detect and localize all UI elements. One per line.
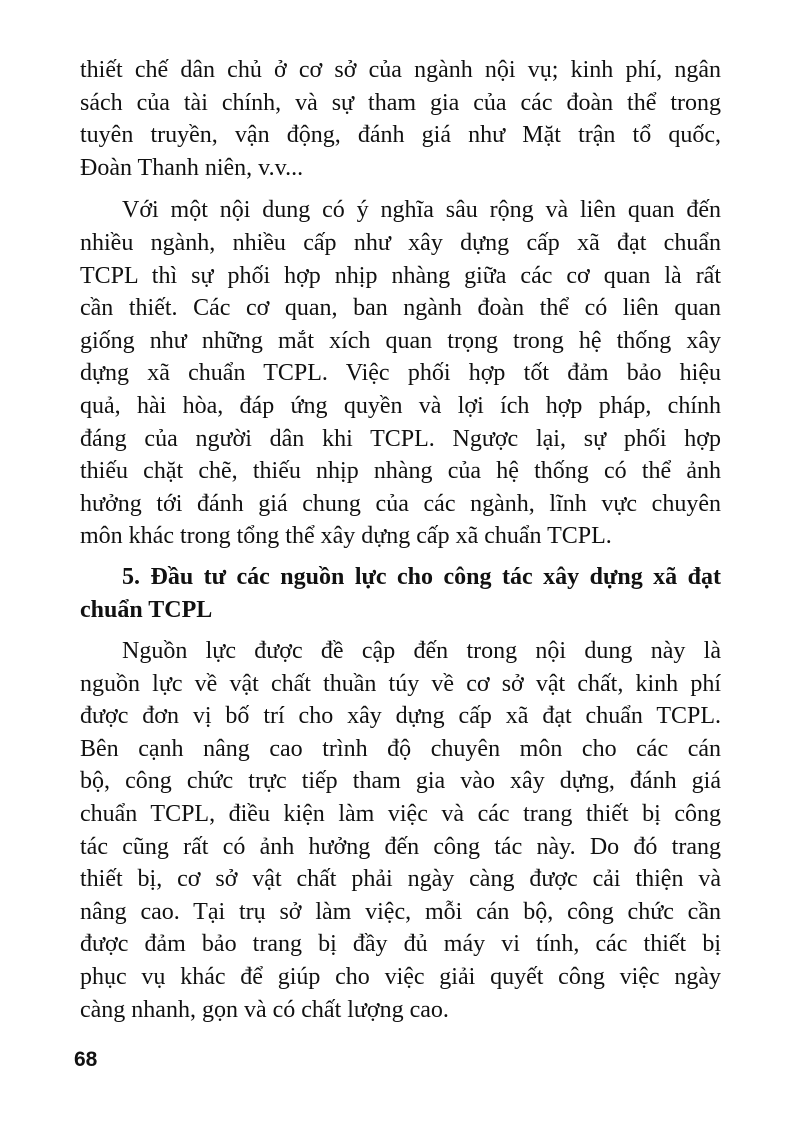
text-line: được đơn vị bố trí cho xây dựng cấp xã đạt chuẩn TCPL. [80, 703, 721, 730]
text-line: thiết chế dân chủ ở cơ sở của ngành nội vụ; kinh phí, ngân [80, 57, 721, 83]
text-line: nâng cao. Tại trụ sở làm việc, mỗi cán bộ, công chức cần [80, 898, 721, 925]
page-body [80, 54, 721, 1026]
text-line: Bên cạnh nâng cao trình độ chuyên môn cho các cán [80, 735, 721, 762]
text-line: hưởng tới đánh giá chung của các ngành, lĩnh vực chuyên [80, 490, 721, 517]
text-line: càng nhanh, gọn và có chất lượng cao. [80, 996, 449, 1023]
text-line: nguồn lực về vật chất thuần túy về cơ sở vật chất, kinh phí [80, 670, 721, 697]
text-line: Với một nội dung có ý nghĩa sâu rộng và liên quan đến [122, 197, 721, 224]
text-line: đáng của người dân khi TCPL. Ngược lại, sự phối hợp [80, 425, 721, 452]
text-line: TCPL thì sự phối hợp nhịp nhàng giữa các cơ quan là rất [80, 262, 721, 289]
text-line: Nguồn lực được đề cập đến trong nội dung này là [122, 638, 721, 665]
text-line: nhiều ngành, nhiều cấp như xây dựng cấp xã đạt chuẩn [80, 229, 721, 256]
text-line: thiết bị, cơ sở vật chất phải ngày càng được cải thiện và [80, 866, 721, 893]
text-line: môn khác trong tổng thể xây dựng cấp xã chuẩn TCPL. [80, 523, 612, 550]
text-line: tác cũng rất có ảnh hưởng đến công tác này. Do đó trang [80, 833, 721, 860]
text-line: giống như những mắt xích quan trọng trong hệ thống xây [80, 327, 721, 354]
text-line: chuẩn TCPL [80, 596, 213, 623]
paragraph [80, 54, 721, 184]
text-line: thiếu chặt chẽ, thiếu nhịp nhàng của hệ thống có thể ảnh [80, 458, 721, 485]
paragraph [80, 635, 721, 1026]
text-line: quả, hài hòa, đáp ứng quyền và lợi ích hợp pháp, chính [80, 392, 721, 419]
text-line: Đoàn Thanh niên, v.v... [80, 154, 304, 181]
text-line: bộ, công chức trực tiếp tham gia vào xây dựng, đánh giá [80, 768, 721, 795]
text-line: tuyên truyền, vận động, đánh giá như Mặt trận tổ quốc, [80, 122, 721, 149]
text-line: chuẩn TCPL, điều kiện làm việc và các trang thiết bị công [80, 801, 721, 828]
text-line: phục vụ khác để giúp cho việc giải quyết công việc ngày [80, 964, 721, 991]
text-line: 5. Đầu tư các nguồn lực cho công tác xây dựng xã đạt [122, 563, 721, 590]
paragraph [80, 194, 721, 553]
text-line: dựng xã chuẩn TCPL. Việc phối hợp tốt đảm bảo hiệu [80, 360, 721, 387]
page-number: 68 [74, 1048, 98, 1071]
text-line: được đảm bảo trang bị đầy đủ máy vi tính, các thiết bị [80, 931, 721, 958]
text-line: sách của tài chính, và sự tham gia của các đoàn thể trong [80, 89, 721, 116]
text-line: cần thiết. Các cơ quan, ban ngành đoàn thể có liên quan [80, 295, 721, 322]
section-heading [80, 561, 721, 626]
